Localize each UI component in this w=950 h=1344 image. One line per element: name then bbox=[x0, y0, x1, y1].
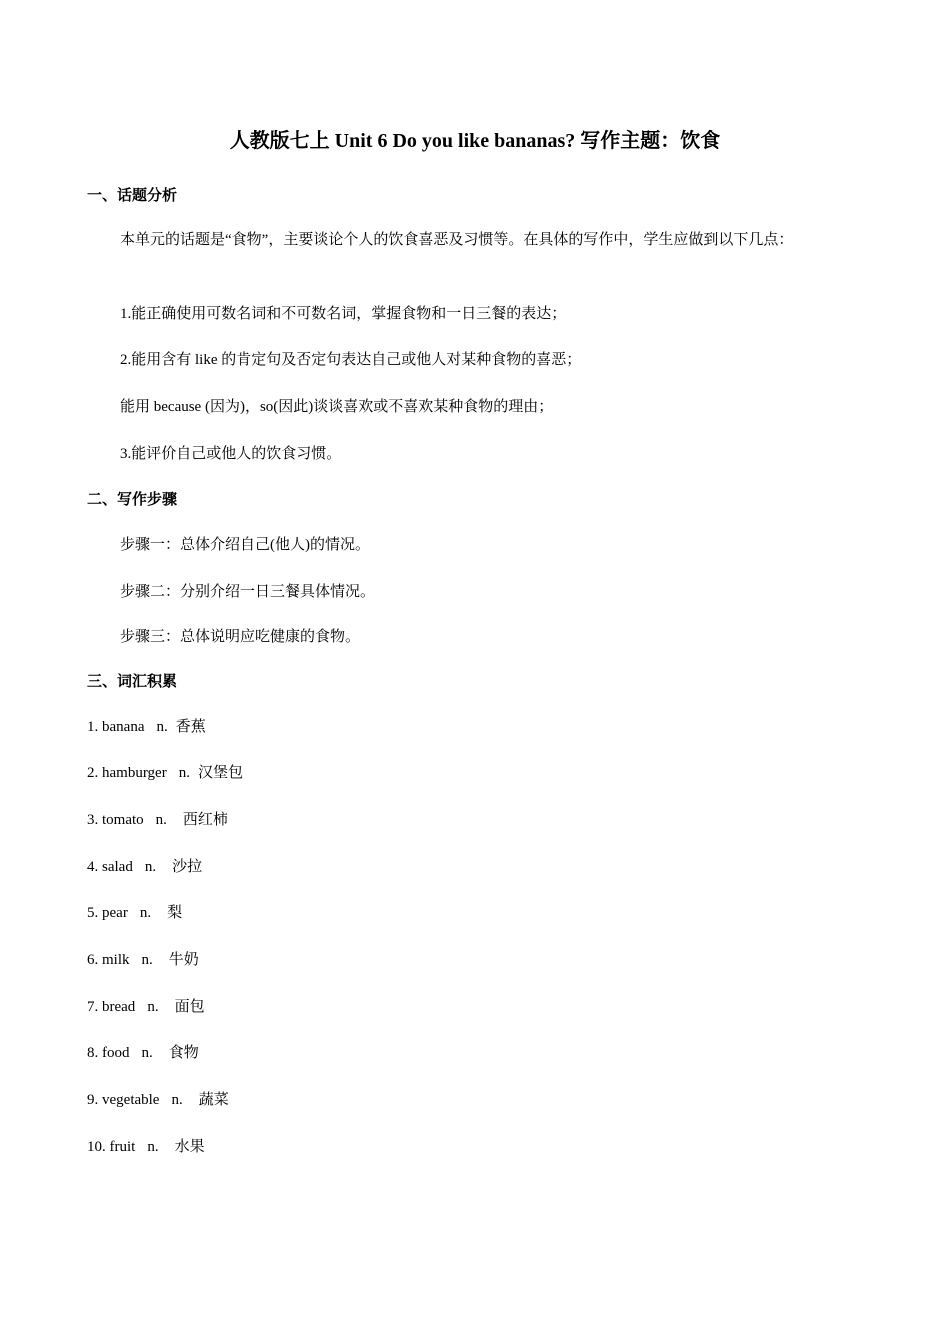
page-title: 人教版七上 Unit 6 Do you like bananas? 写作主题：饮食 bbox=[229, 130, 721, 152]
vocab-meaning: 蔬菜 bbox=[198, 1092, 229, 1108]
vocab-meaning: 香蕉 bbox=[175, 719, 206, 735]
vocab-part-of-speech: n. bbox=[144, 859, 157, 875]
section-heading-vocabulary: 三、词汇积累 bbox=[87, 674, 178, 690]
vocab-word: 4. salad bbox=[87, 859, 133, 875]
vocab-item bbox=[87, 1090, 229, 1110]
vocab-word: 6. milk bbox=[87, 952, 130, 968]
writing-step: 步骤一：总体介绍自己(他人)的情况。 bbox=[120, 537, 370, 553]
vocab-word: 1. banana bbox=[87, 719, 145, 735]
vocab-meaning: 面包 bbox=[174, 999, 205, 1015]
topic-intro-paragraph: 本单元的话题是“食物”，主要谈论个人的饮食喜恶及习惯等。在具体的写作中，学生应做到以下几点： bbox=[120, 232, 794, 248]
vocab-word: 9. vegetable bbox=[87, 1092, 160, 1108]
vocab-meaning: 沙拉 bbox=[172, 859, 203, 875]
vocab-word: 5. pear bbox=[87, 905, 128, 921]
writing-step: 步骤二：分别介绍一日三餐具体情况。 bbox=[120, 584, 376, 600]
vocab-part-of-speech: n. bbox=[147, 1139, 159, 1155]
vocab-item bbox=[87, 717, 206, 737]
vocab-meaning: 牛奶 bbox=[168, 952, 199, 968]
vocab-meaning: 水果 bbox=[174, 1139, 205, 1155]
vocab-part-of-speech: n. bbox=[147, 999, 159, 1015]
vocab-meaning: 梨 bbox=[167, 905, 183, 921]
vocab-item bbox=[87, 857, 202, 877]
vocab-part-of-speech: n. bbox=[155, 812, 167, 828]
topic-point: 2.能用含有 like 的肯定句及否定句表达自己或他人对某种食物的喜恶； bbox=[120, 352, 582, 368]
section-heading-writing-steps: 二、写作步骤 bbox=[87, 492, 178, 508]
vocab-word: 10. fruit bbox=[87, 1139, 136, 1155]
vocab-item bbox=[87, 903, 182, 923]
vocab-part-of-speech: n. bbox=[139, 905, 152, 921]
vocab-word: 2. hamburger bbox=[87, 765, 167, 781]
vocab-meaning: 汉堡包 bbox=[197, 765, 243, 781]
vocab-item bbox=[87, 1043, 199, 1063]
vocab-meaning: 西红柿 bbox=[182, 812, 228, 828]
vocab-part-of-speech: n. bbox=[171, 1092, 183, 1108]
topic-point: 3.能评价自己或他人的饮食习惯。 bbox=[120, 446, 342, 462]
vocab-item bbox=[87, 810, 228, 830]
topic-point: 1.能正确使用可数名词和不可数名词，掌握食物和一日三餐的表达； bbox=[120, 306, 567, 322]
vocab-word: 7. bread bbox=[87, 999, 136, 1015]
vocab-part-of-speech: n. bbox=[178, 765, 190, 781]
vocab-item bbox=[87, 997, 205, 1017]
vocab-item bbox=[87, 1137, 205, 1157]
writing-step: 步骤三：总体说明应吃健康的食物。 bbox=[120, 629, 361, 645]
vocab-word: 8. food bbox=[87, 1045, 130, 1061]
vocab-part-of-speech: n. bbox=[141, 952, 153, 968]
vocab-word: 3. tomato bbox=[87, 812, 144, 828]
vocab-meaning: 食物 bbox=[168, 1045, 199, 1061]
topic-point: 能用 because (因为)，so(因此)谈谈喜欢或不喜欢某种食物的理由； bbox=[120, 399, 554, 415]
vocab-part-of-speech: n. bbox=[156, 719, 168, 735]
vocab-item bbox=[87, 950, 199, 970]
vocab-item bbox=[87, 763, 243, 783]
vocab-part-of-speech: n. bbox=[141, 1045, 153, 1061]
section-heading-topic-analysis: 一、话题分析 bbox=[87, 188, 178, 204]
